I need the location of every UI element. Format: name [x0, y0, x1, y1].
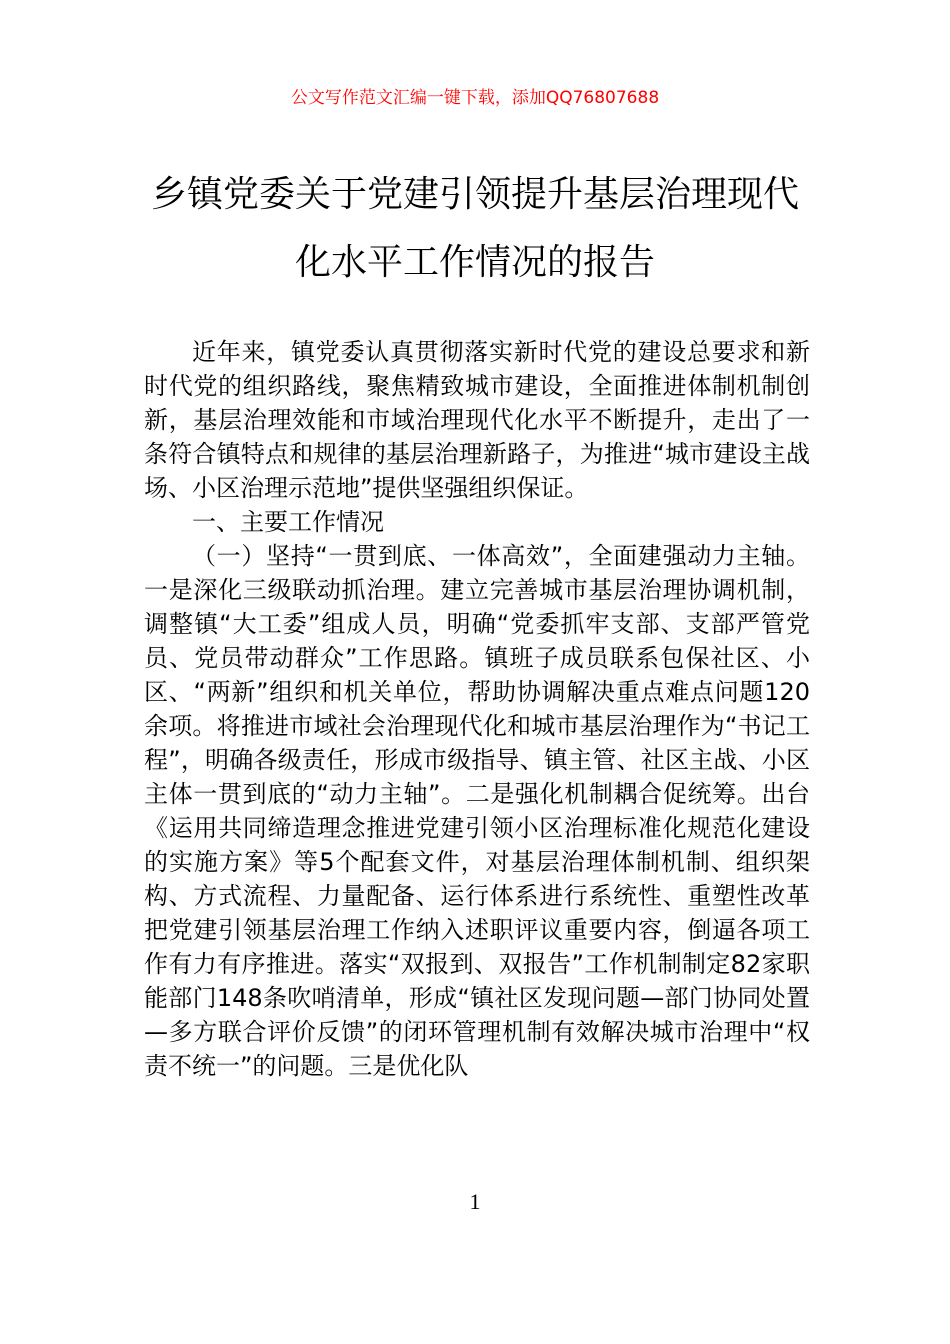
document-title-line-1: 乡镇党委关于党建引领提升基层治理现代 [150, 174, 799, 215]
intro-paragraph: 近年来，镇党委认真贯彻落实新时代党的建设总要求和新时代党的组织路线，聚焦精致城市建设，全面推进体制机制创新，基层治理效能和市域治理现代化水平不断提升，走出了一条符合镇特点和规律的基层治理新路子，为推进“城市建设主战场、小区治理示范地”提供坚强组织保证。 [144, 338, 810, 502]
section-heading: 一、主要工作情况 [192, 508, 384, 536]
subsection-paragraph: （一）坚持“一贯到底、一体高效”，全面建强动力主轴。一是深化三级联动抓治理。建立完善城市基层治理协调机制，调整镇“大工委”组成人员，明确“党委抓牢支部、支部严管党员、党员带动群众”工作思路。镇班子成员联系包保社区、小区、“两新”组织和机关单位，帮助协调解决重点难点问题120余项。将推进市域社会治理现代化和城市基层治理作为“书记工程”，明确各级责任，形成市级指导、镇主管、社区主战、小区主体一贯到底的“动力主轴”。二是强化机制耦合促统筹。出台《运用共同缔造理念推进党建引领小区治理标准化规范化建设的实施方案》等5个配套文件，对基层治理体制机制、组织架构、方式流程、力量配备、运行体系进行系统性、重塑性改革把党建引领基层治理工作纳入述职评议重要内容，倒逼各项工作有力有序推进。落实“双报到、双报告”工作机制制定82家职能部门148条吹哨清单，形成“镇社区发现问题—部门协同处置—多方联合评价反馈”的闭环管理机制有效解决城市治理中“权责不统一”的问题。三是优化队 [144, 542, 810, 1080]
page-number: 1 [469, 1189, 481, 1214]
document-body [144, 335, 810, 1083]
document-title-line-2: 化水平工作情况的报告 [294, 242, 655, 283]
download-banner: 公文写作范文汇编一键下载，添加QQ76807688 [290, 88, 660, 108]
